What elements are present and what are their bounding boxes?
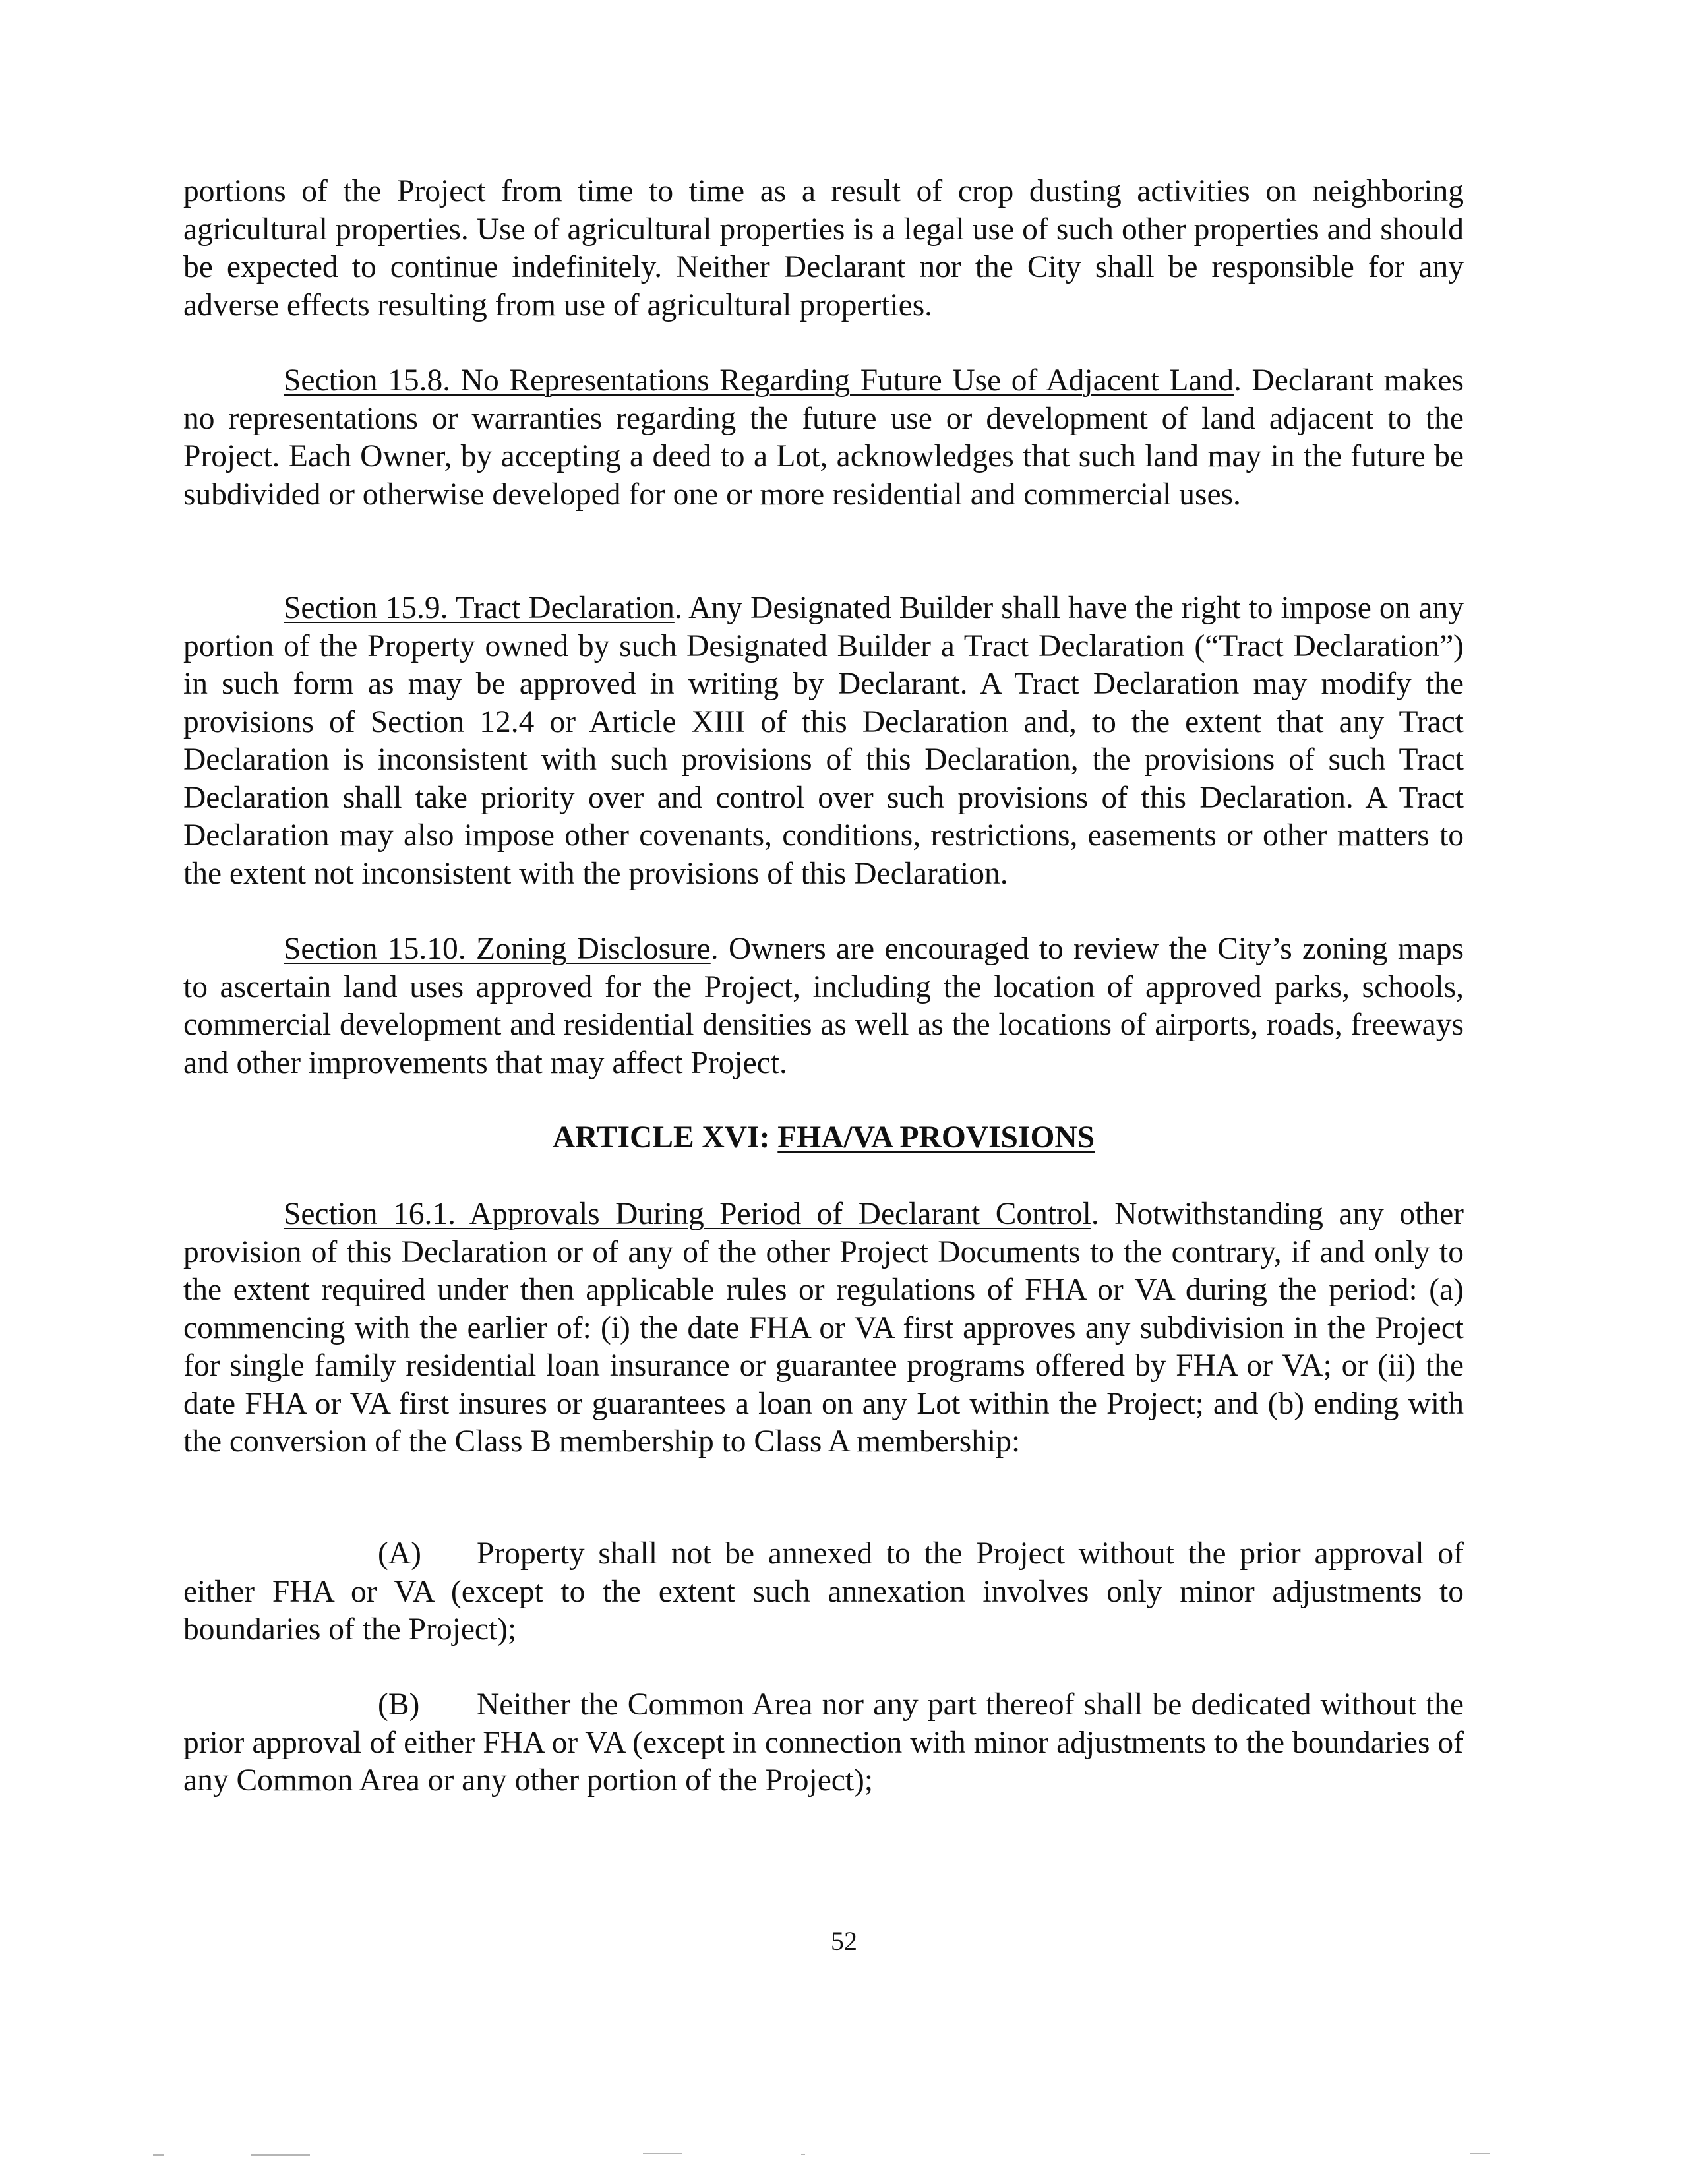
section-15-8-paragraph	[183, 362, 1464, 514]
list-item-b	[183, 1686, 1464, 1800]
section-15-10-paragraph	[183, 930, 1464, 1082]
list-item-b-text: Neither the Common Area nor any part thereof shall be dedicated without the prior approval of either FHA or VA (except in connection with minor adjustments to the boundaries of any Common Area or any other portion of the Project);	[183, 1687, 1464, 1798]
list-item-a	[183, 1535, 1464, 1649]
article-prefix: ARTICLE XVI:	[552, 1120, 778, 1155]
section-16-1-body: . Notwithstanding any other provision of this Declaration or of any of the other Project Documents to the contrary, if and only to the extent required under then applicable rules or regulations of FHA or VA during the period: (a) commencing with the earlier of: (i) the date FHA or VA first approves any subdivision in the Project for single family residential loan insurance or guarantee programs offered by FHA or VA; or (ii) the date FHA or VA first insures or guarantees a loan on any Lot within the Project; and (b) ending with the conversion of the Class B membership to Class A membership:	[183, 1197, 1464, 1459]
scan-speck	[801, 2154, 805, 2155]
page-number: 52	[831, 1926, 857, 1956]
section-15-8-body: . Declarant makes no representations or warranties regarding the future use or development of land adjacent to the Project. Each Owner, by accepting a deed to a Lot, acknowledges that such land may in the future be subdivided or otherwise developed for one or more residential and commercial uses.	[183, 363, 1464, 512]
section-16-1-paragraph	[183, 1196, 1464, 1461]
continuation-paragraph: portions of the Project from time to time as a result of crop dusting activities on neighboring agricultural properties. Use of agricultural properties is a legal use of such other properties and should be expected to continue indefinitely. Neither Declarant nor the City shall be responsible for any adverse effects resulting from use of agricultural properties.	[183, 174, 1464, 322]
article-heading	[183, 1119, 1464, 1157]
section-15-10-body: . Owners are encouraged to review the City’s zoning maps to ascertain land uses approved for the Project, including the location of approved parks, schools, commercial development and residential densities as well as the locations of airports, roads, freeways and other improvements that may affect Project.	[183, 932, 1464, 1080]
scan-speck	[643, 2153, 682, 2154]
list-item-b-label: (B)	[378, 1687, 420, 1722]
scan-speck	[1470, 2153, 1490, 2154]
section-15-8-heading: Section 15.8. No Representations Regarding Future Use of Adjacent Land	[284, 363, 1234, 398]
scan-speck	[251, 2154, 310, 2156]
scan-speck	[153, 2154, 164, 2156]
list-item-a-text: Property shall not be annexed to the Project without the prior approval of either FHA or VA (except to the extent such annexation involves only minor adjustments to boundaries of the Project);	[183, 1536, 1464, 1647]
section-15-9-heading: Section 15.9. Tract Declaration	[284, 591, 675, 625]
list-item-a-label: (A)	[378, 1536, 421, 1571]
section-15-10-heading: Section 15.10. Zoning Disclosure	[284, 932, 711, 966]
section-15-9-paragraph	[183, 590, 1464, 893]
section-16-1-heading: Section 16.1. Approvals During Period of Declarant Control	[284, 1197, 1091, 1231]
section-15-9-body: . Any Designated Builder shall have the right to impose on any portion of the Property owned by such Designated Builder a Tract Declaration (“Tract Declaration”) in such form as may be approved in writing by Declarant. A Tract Declaration may modify the provisions of Section 12.4 or Article XIII of this Declaration and, to the extent that any Tract Declaration is inconsistent with such provisions of this Declaration, the provisions of such Tract Declaration shall take priority over and control over such provisions of this Declaration. A Tract Declaration may also impose other covenants, conditions, restrictions, easements or other matters to the extent not inconsistent with the provisions of this Declaration.	[183, 591, 1464, 891]
article-title: FHA/VA PROVISIONS	[777, 1120, 1095, 1155]
